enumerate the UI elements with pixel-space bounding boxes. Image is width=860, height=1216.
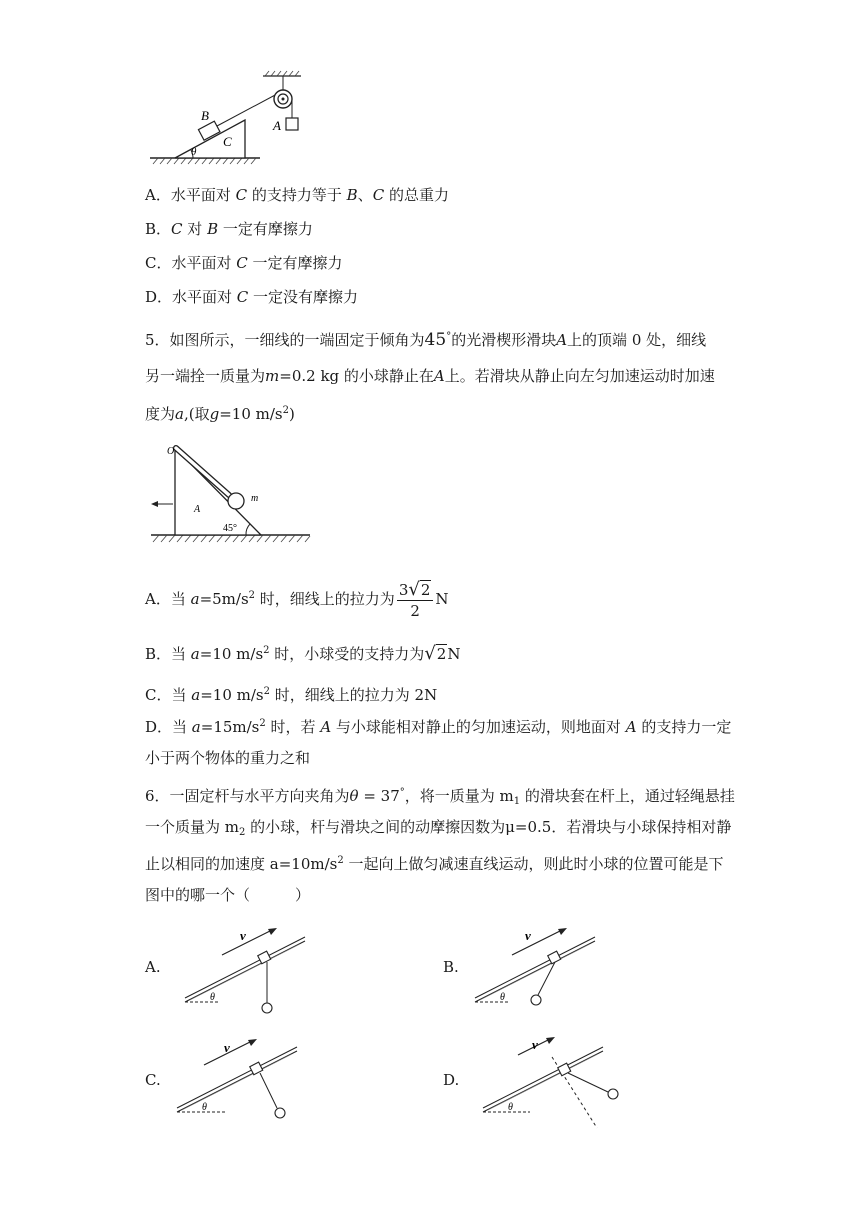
q6-a-v: v	[240, 928, 246, 943]
q5-b-val: =10 m/s	[199, 645, 264, 663]
q4-a-prefix: A．水平面对	[145, 186, 236, 204]
q5-d-mid: 时，若	[265, 718, 321, 736]
q5-a-fraction: $\frac{3√2}{2}$	[397, 580, 434, 621]
q6-c-v: v	[224, 1040, 230, 1055]
q5-a-var: a	[190, 590, 200, 608]
q5-option-a	[145, 578, 449, 621]
q4-b-var2: B	[207, 220, 219, 238]
q4-c-var1: C	[236, 254, 248, 272]
q5-text-1b: 的光滑楔形滑块	[451, 331, 557, 349]
q5-d-line2: 小于两个物体的重力之和	[145, 749, 311, 767]
q5-text-1a: 5．如图所示，一细线的一端固定于倾角为	[145, 331, 425, 349]
q5-b-sq: 2	[263, 645, 270, 656]
q5-a-unit: N	[435, 590, 449, 608]
q5-a-den: 2	[410, 601, 420, 620]
q4-c-suffix: 一定有摩擦力	[247, 254, 343, 272]
q6-text-2b: 的小球，杆与滑块之间的动摩擦因数为μ=0.5．若滑块与小球保持相对静	[245, 818, 732, 836]
q5-text-1c: 上的顶端 0 处，细线	[567, 331, 707, 349]
q5-figure	[145, 440, 315, 555]
q6-figure-b	[470, 925, 605, 1020]
q5-a-sq: 2	[248, 590, 256, 601]
q5-b-prefix: B．当	[145, 645, 191, 663]
q5-label-O: O	[167, 446, 175, 457]
q5-d-prefix: D．当	[145, 718, 192, 736]
q6-stem-line4	[145, 885, 310, 905]
q5-var-g: g	[209, 405, 220, 423]
q4-c-prefix: C．水平面对	[145, 254, 237, 272]
q6-text-2a: 一个质量为 m	[145, 818, 239, 836]
q4-theta-label: θ	[191, 146, 197, 158]
q5-d-var: a	[191, 718, 201, 736]
q4-a-mid: 的支持力等于	[247, 186, 347, 204]
q4-option-c	[145, 253, 343, 273]
q4-d-var1: C	[236, 288, 249, 306]
q4-a-suffix: 的总重力	[384, 186, 449, 204]
q5-b-rad: 2	[436, 645, 447, 663]
q5-stem-line1	[145, 327, 706, 350]
q4-figure	[145, 68, 315, 168]
q5-d-var3: A	[625, 718, 637, 736]
q5-b-mid: 时，小球受的支持力为	[269, 645, 425, 663]
q6-figure-c	[172, 1040, 307, 1125]
q5-c-prefix: C．当	[145, 686, 192, 704]
q5-label-m: m	[251, 493, 259, 504]
q6-text-4: 图中的哪一个（ ）	[145, 886, 311, 904]
q6-c-theta: θ	[202, 1102, 207, 1113]
q5-var-A2: A	[433, 367, 445, 385]
q4-a-sep: 、	[357, 186, 373, 204]
q6-stem-line1	[145, 783, 735, 812]
q5-b-var: a	[190, 645, 200, 663]
q6-a-theta: θ	[210, 992, 215, 1003]
q4-d-prefix: D．水平面对	[145, 288, 237, 306]
q5-angle-label: 45°	[223, 523, 237, 534]
q5-text-2a: 另一端拴一质量为	[145, 367, 266, 385]
q5-a-mid: 时，细线上的拉力为	[255, 590, 395, 608]
q5-stem-line2	[145, 366, 715, 386]
q5-text-3d: )	[288, 405, 295, 423]
q6-deg: °	[399, 787, 405, 798]
q4-label-B: B	[201, 108, 209, 123]
q5-d-mid2: 与小球能相对静止的匀加速运动，则地面对	[331, 718, 626, 736]
q6-eq: = 37	[358, 787, 400, 805]
q5-d-var2: A	[320, 718, 332, 736]
q5-angle: 45	[424, 330, 447, 350]
q5-text-3c: =10 m/s	[219, 405, 283, 423]
q5-a-rad: 2	[420, 580, 431, 599]
q6-sub1: 1	[513, 796, 521, 807]
q4-b-mid: 对	[182, 220, 208, 238]
q4-a-var3: C	[372, 186, 385, 204]
q5-var-m: m	[265, 367, 280, 385]
q5-a-num: 3	[398, 580, 409, 599]
q6-option-c-label: C.	[145, 1071, 161, 1089]
q5-deg: °	[446, 331, 452, 342]
q5-text-2c: 上。若滑块从静止向左匀加速运动时加速	[444, 367, 715, 385]
q4-option-b	[145, 219, 313, 239]
q6-text-3a: 止以相同的加速度 a=10m/s	[145, 855, 338, 873]
q5-c-var: a	[191, 686, 201, 704]
q5-option-b: B．当 a=10 $m/s^2$ 时，小球受的支持力为√2N	[145, 643, 461, 664]
q6-stem-line2	[145, 817, 731, 843]
q6-text-1b: ，将一质量为 m	[404, 787, 514, 805]
q4-b-var1: C	[171, 220, 183, 238]
q4-label-C: C	[223, 134, 232, 149]
q4-label-A: A	[273, 118, 281, 133]
q6-d-v: v	[532, 1037, 538, 1052]
q5-sq: 2	[282, 405, 289, 416]
q5-text-3b: ,(取	[183, 405, 210, 423]
q5-a-prefix: A．当	[145, 590, 191, 608]
q4-a-var2: B	[346, 186, 358, 204]
q5-d-sq: 2	[259, 718, 266, 729]
q6-option-a-label: A.	[145, 958, 161, 976]
q4-a-var1: C	[235, 186, 248, 204]
q6-text-3b: 一起向上做匀减速直线运动，则此时小球的位置可能是下	[343, 855, 724, 873]
q6-theta: θ	[349, 787, 359, 805]
q6-b-v: v	[525, 928, 531, 943]
q5-c-sq: 2	[263, 686, 270, 697]
q6-sq: 2	[337, 855, 344, 866]
q6-figure-d	[480, 1035, 620, 1130]
q5-option-c	[145, 682, 437, 705]
q5-label-A: A	[194, 504, 201, 515]
q4-option-d	[145, 287, 358, 307]
q4-b-suffix: 一定有摩擦力	[218, 220, 313, 238]
q5-c-val: =10 m/s	[200, 686, 264, 704]
q5-b-unit: N	[447, 645, 461, 663]
q4-b-prefix: B．	[145, 220, 172, 238]
q5-c-mid: 时，细线上的拉力为 2N	[269, 686, 438, 704]
q4-d-suffix: 一定没有摩擦力	[248, 288, 359, 306]
q5-a-val: =5m/s	[199, 590, 249, 608]
q6-d-theta: θ	[508, 1102, 513, 1113]
q5-var-a: a	[175, 405, 184, 423]
q5-stem-line3	[145, 401, 295, 424]
q6-figure-a	[180, 925, 315, 1020]
q6-text-1a: 6．一固定杆与水平方向夹角为	[145, 787, 350, 805]
q6-option-b-label: B.	[443, 958, 459, 976]
q6-text-1c: 的滑块套在杆上，通过轻绳悬挂	[520, 787, 735, 805]
q5-option-d-line2	[145, 748, 310, 768]
q5-d-suffix: 的支持力一定	[636, 718, 732, 736]
q5-d-val: =15m/s	[200, 718, 260, 736]
q6-stem-line3	[145, 851, 724, 874]
q6-option-d-label: D.	[443, 1071, 460, 1089]
q5-var-A: A	[556, 331, 568, 349]
q5-text-2b: =0.2 kg 的小球静止在	[279, 367, 434, 385]
q4-option-a	[145, 185, 449, 205]
q5-option-d	[145, 714, 731, 737]
q6-b-theta: θ	[500, 992, 505, 1003]
q5-text-3a: 度为	[145, 405, 176, 423]
q6-sub2: 2	[239, 827, 246, 838]
